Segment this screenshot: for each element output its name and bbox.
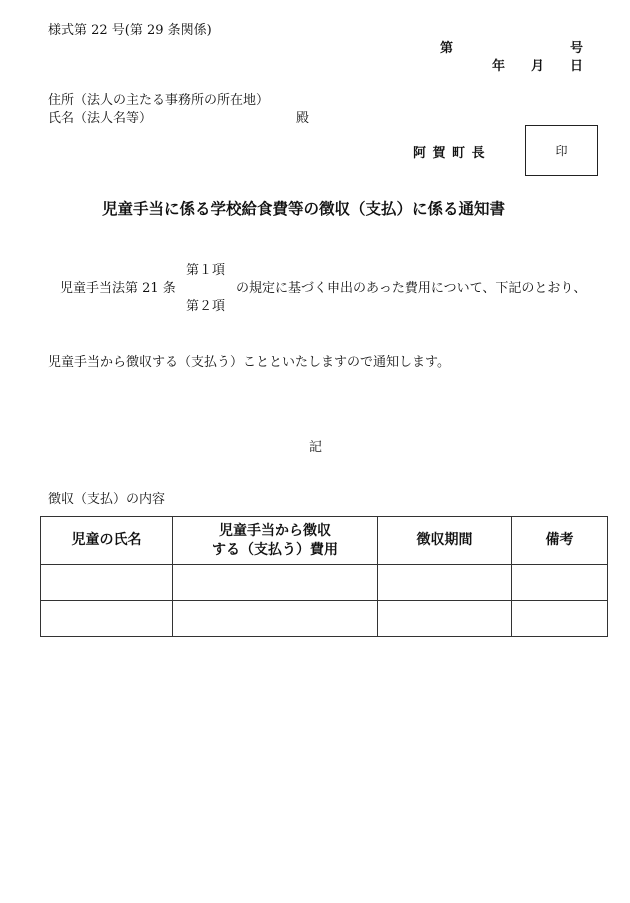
- header-remarks: 備考: [512, 517, 608, 565]
- table-cell[interactable]: [378, 565, 512, 601]
- seal-label: 印: [555, 144, 568, 158]
- seal-box: [525, 125, 598, 176]
- honorific: 殿: [296, 111, 310, 126]
- table-cell[interactable]: [512, 601, 608, 637]
- law-suffix: の規定に基づく申出のあった費用について、下記のとおり、: [236, 281, 587, 296]
- body-line-2: 児童手当から徴収する（支払う）ことといたしますので通知します。: [48, 355, 450, 370]
- table-header-row: [41, 517, 608, 565]
- document-title: 児童手当に係る学校給食費等の徴収（支払）に係る通知書: [102, 199, 506, 218]
- law-prefix: 児童手当法第 21 条: [60, 281, 176, 296]
- collection-table: [40, 516, 608, 637]
- table-cell[interactable]: [41, 601, 173, 637]
- note-heading: 記: [309, 440, 323, 455]
- clause-2: 第２項: [186, 299, 226, 314]
- table-cell[interactable]: [512, 565, 608, 601]
- table-row: [41, 565, 608, 601]
- address-label: 住所（法人の主たる事務所の所在地）: [48, 93, 270, 108]
- date-month: 月: [531, 59, 545, 74]
- doc-number-suffix: 号: [570, 41, 584, 56]
- section-label: 徴収（支払）の内容: [48, 492, 166, 507]
- table-cell[interactable]: [173, 565, 378, 601]
- header-child-name: 児童の氏名: [41, 517, 173, 565]
- form-number: 様式第 22 号(第 29 条関係): [48, 23, 212, 38]
- header-cost: [173, 517, 378, 565]
- table-cell[interactable]: [41, 565, 173, 601]
- date-day: 日: [570, 59, 584, 74]
- header-period: 徴収期間: [378, 517, 512, 565]
- name-label: 氏名（法人名等）: [48, 111, 153, 126]
- table-row: [41, 601, 608, 637]
- header-cost-label: 児童手当から徴収 する（支払う）費用: [212, 523, 338, 558]
- table-cell[interactable]: [378, 601, 512, 637]
- date-year: 年: [492, 59, 506, 74]
- clause-1: 第１項: [186, 263, 226, 278]
- doc-number-prefix: 第: [440, 41, 454, 56]
- table-cell[interactable]: [173, 601, 378, 637]
- issuer-title: 阿 賀 町 長: [413, 146, 485, 161]
